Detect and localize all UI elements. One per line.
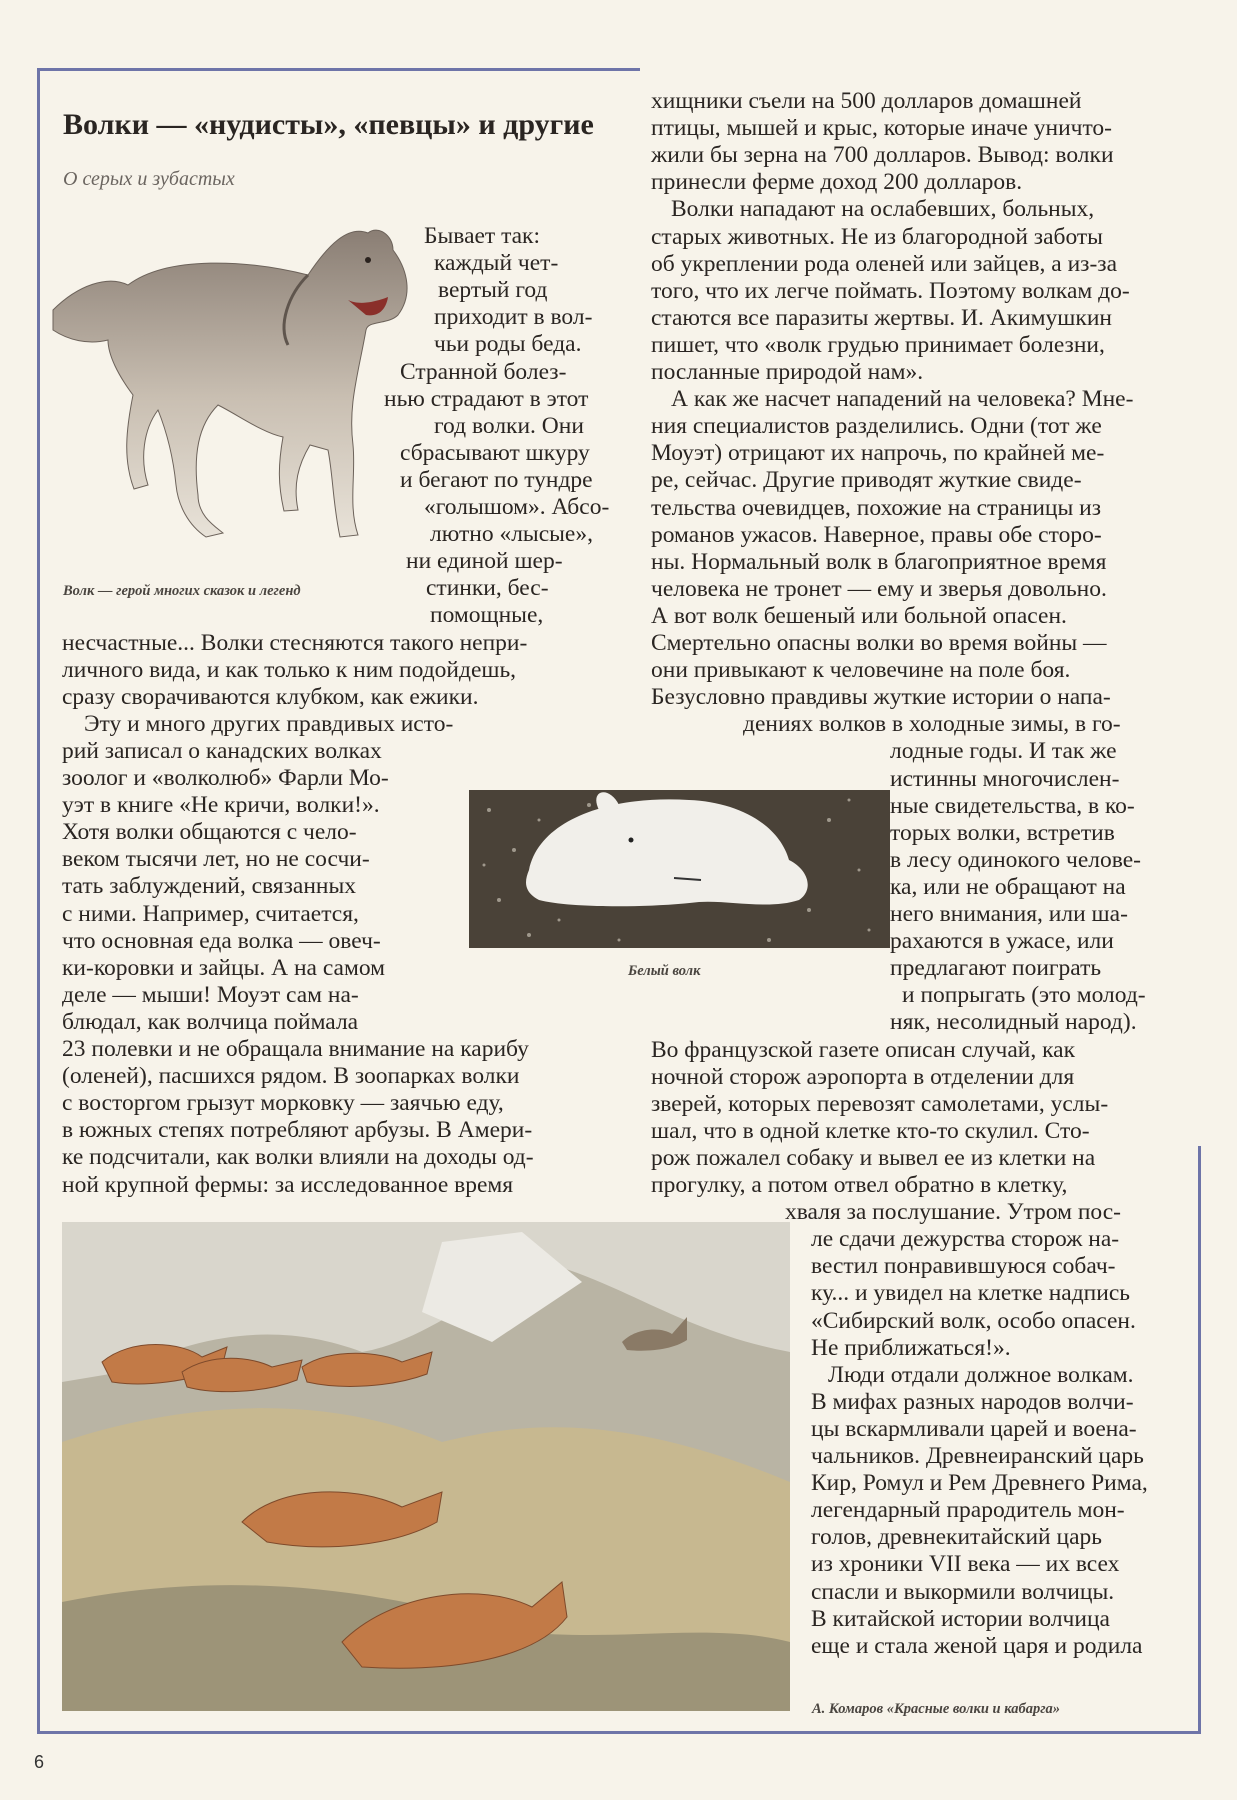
right-column-text-line: из хроники VII века — их всех	[811, 1551, 1120, 1578]
right-column-text-line: ные свидетельства, в ко-	[890, 792, 1135, 819]
right-column-text-line: чальников. Древнеиранский царь	[811, 1443, 1144, 1469]
right-column-text-line: Безусловно правдивы жуткие истории о напа-	[651, 684, 1111, 711]
right-column-text-line: Волки нападают на ослабевших, больных,	[671, 196, 1095, 223]
right-column-text-line: рахаются в ужасе, или	[890, 928, 1114, 955]
left-column-text-line: с ними. Например, считается,	[62, 900, 359, 927]
article-title: Волки — «нудисты», «певцы» и другие	[63, 108, 594, 141]
right-column-text-line: еще и стала женой царя и родила	[811, 1632, 1143, 1659]
left-column-text-line: веком тысячи лет, но не сосчи-	[62, 846, 370, 873]
right-column-text-line: ны. Нормальный волк в благоприятное время	[651, 548, 1107, 575]
right-column-text-line: хваля за послушание. Утром пос-	[785, 1199, 1122, 1226]
right-column-text-line: Люди отдали должное волкам.	[828, 1361, 1134, 1388]
left-column-text-line: уэт в книге «Не кричи, волки!».	[62, 792, 380, 819]
left-column-text-line: ке подсчитали, как волки влияли на доходы од-	[62, 1144, 534, 1171]
right-column-text-line: зверей, которых перевозят самолетами, услы-	[651, 1090, 1109, 1117]
right-column-text-line: ночной сторож аэропорта в отделении для	[651, 1063, 1075, 1090]
left-column-text-line: приходит в вол-	[434, 304, 593, 331]
left-column-text-line: чьи роды беда.	[434, 331, 582, 358]
right-column-text-line: об укреплении рода оленей или зайцев, а из-за	[651, 250, 1118, 277]
left-column-text-line: помощные,	[430, 602, 544, 629]
right-column-text-line: рож пожалел собаку и вывел ее из клетки на	[651, 1144, 1096, 1171]
left-column-text-line: ной крупной фермы: за исследованное время	[62, 1171, 514, 1198]
left-column-text-line: лютно «лысые»,	[430, 521, 593, 548]
right-column-text-line: В китайской истории волчица	[811, 1605, 1110, 1632]
right-column-text-line: дениях волков в холодные зимы, в го-	[743, 711, 1121, 738]
right-column-text-line: пишет, что «волк грудью принимает болезни,	[651, 331, 1105, 358]
caption-grey-wolf: Волк — герой многих сказок и легенд	[63, 583, 301, 599]
right-column-text-line: Не приближаться!».	[811, 1334, 1011, 1361]
article-subtitle: О серых и зубастых	[63, 168, 235, 190]
left-column-text-line: «голышом». Абсо-	[424, 494, 610, 520]
right-column-text-line: человека не тронет — ему и зверья довольно.	[651, 575, 1107, 602]
right-column-text-line: «Сибирский волк, особо опасен.	[811, 1307, 1136, 1334]
right-column-text-line: прогулку, а потом отвел обратно в клетку,	[651, 1172, 1068, 1198]
grey-wolf-image	[48, 215, 418, 575]
left-column-text-line: и бегают по тундре	[400, 466, 593, 493]
right-column-text-line: А как же насчет нападений на человека? Мне-	[671, 386, 1134, 413]
right-column-text-line: А вот волк бешеный или больной опасен.	[651, 602, 1067, 629]
left-column-text-line: несчастные... Волки стесняются такого непри-	[62, 629, 528, 656]
left-column-text-line: Хотя волки общаются с чело-	[62, 819, 357, 846]
left-column-text-line: стинки, бес-	[426, 575, 549, 602]
right-column-text-line: спасли и выкормили волчицы.	[811, 1578, 1115, 1605]
frame-gap	[640, 62, 1230, 71]
left-column-text-line: рий записал о канадских волках	[62, 737, 382, 764]
left-column-text-line: зоолог и «волколюб» Фарли Мо-	[62, 765, 389, 791]
painting-image	[62, 1222, 790, 1711]
right-column-text-line: торых волки, встретив	[890, 819, 1115, 846]
white-wolf-image	[469, 790, 890, 948]
right-column-text-line: легендарный прародитель мон-	[811, 1497, 1125, 1524]
left-column-text-line: деле — мыши! Моуэт сам на-	[62, 981, 359, 1008]
right-column-text-line: Смертельно опасны волки во время войны —	[651, 630, 1107, 656]
left-column-text-line: (оленей), пасшихся рядом. В зоопарках волки	[62, 1063, 520, 1090]
right-column-text-line: принесли ферме доход 200 долларов.	[651, 169, 1023, 196]
right-column-text-line: истинны многочислен-	[890, 765, 1120, 792]
right-column-text-line: и попрыгать (это молод-	[902, 982, 1146, 1009]
right-column-text-line: того, что их легче поймать. Поэтому волкам до-	[651, 277, 1130, 304]
right-column-text-line: романов ужасов. Наверное, правы обе сторо-	[651, 521, 1102, 548]
right-column-text-line: голов, древнекитайский царь	[811, 1524, 1102, 1551]
page-number: 6	[34, 1752, 45, 1772]
left-column-text-line: в южных степях потребляют арбузы. В Амери-	[62, 1117, 533, 1144]
left-column-text-line: сбрасывают шкуру	[400, 439, 590, 466]
right-column-text-line: тельства очевидцев, похожие на страницы из	[651, 494, 1101, 521]
right-column-text-line: Во французской газете описан случай, как	[651, 1036, 1075, 1063]
caption-white-wolf: Белый волк	[628, 963, 701, 979]
left-column-text-line: 23 полевки и не обращала внимание на карибу	[62, 1036, 529, 1062]
left-column-text-line: вертый год	[438, 277, 548, 304]
right-column-text-line: вестил понравившуюся собач-	[811, 1253, 1116, 1280]
left-column-text-line: Странной болез-	[400, 358, 567, 385]
right-column-text-line: предлагают поиграть	[890, 955, 1102, 982]
right-column-text-line: посланные природой нам».	[651, 359, 924, 385]
right-column-text-line: В мифах разных народов волчи-	[811, 1388, 1134, 1415]
right-column-text-line: него внимания, или ша-	[890, 901, 1128, 927]
right-column-text-line: в лесу одинокого челове-	[890, 846, 1141, 873]
right-column-text-line: старых животных. Не из благородной заботы	[651, 223, 1103, 250]
left-column-text-line: каждый чет-	[434, 250, 559, 277]
caption-painting: А. Комаров «Красные волки и кабарга»	[812, 1701, 1061, 1717]
right-column-text-line: шал, что в одной клетке кто-то скулил. Сто-	[651, 1117, 1090, 1144]
left-column-text-line: тать заблуждений, связанных	[62, 873, 357, 900]
right-column-text-line: Моуэт) отрицают их напрочь, по крайней ме-	[651, 440, 1105, 467]
left-column-text-line: ки-коровки и зайцы. А на самом	[62, 954, 386, 981]
left-column-text-line: Эту и много других правдивых исто-	[84, 710, 454, 737]
left-column-text-line: сразу сворачиваются клубком, как ежики.	[62, 683, 479, 710]
right-column-text-line: няк, несолидный народ).	[890, 1009, 1137, 1036]
left-column-text-line: нью страдают в этот	[384, 385, 589, 412]
right-column-text-line: стаются все паразиты жертвы. И. Акимушкин	[651, 304, 1112, 331]
right-column-text-line: они привыкают к человечине на поле боя.	[651, 657, 1071, 684]
right-column-text-line: Кир, Ромул и Рем Древнего Рима,	[811, 1470, 1148, 1497]
left-column-text-line: что основная еда волка — овеч-	[62, 927, 381, 954]
right-column-text-line: хищники съели на 500 долларов домашней	[651, 88, 1082, 114]
frame-gap-right	[1195, 66, 1205, 1146]
left-column-text-line: Бывает так:	[424, 223, 541, 249]
right-column-text-line: жили бы зерна на 700 долларов. Вывод: волки	[651, 142, 1114, 169]
right-column-text-line: ле сдачи дежурства сторож на-	[811, 1226, 1120, 1253]
left-column-text-line: ни единой шер-	[406, 548, 563, 575]
left-column-text-line: личного вида, и как только к ним подойдешь,	[62, 656, 517, 683]
right-column-text-line: птицы, мышей и крыс, которые иначе уничто-	[651, 115, 1113, 142]
right-column-text-line: ку... и увидел на клетке надпись	[811, 1280, 1130, 1307]
right-column-text-line: цы вскармливали царей и воена-	[811, 1415, 1137, 1442]
right-column-text-line: ния специалистов разделились. Одни (тот же	[651, 413, 1102, 440]
right-column-text-line: лодные годы. И так же	[890, 738, 1117, 765]
right-column-text-line: ка, или не обращают на	[890, 873, 1126, 900]
left-column-text-line: с восторгом грызут морковку — заячью еду,	[62, 1090, 504, 1117]
left-column-text-line: год волки. Они	[434, 412, 584, 439]
left-column-text-line: блюдал, как волчица поймала	[62, 1008, 359, 1035]
right-column-text-line: ре, сейчас. Другие приводят жуткие свиде-	[651, 467, 1082, 494]
